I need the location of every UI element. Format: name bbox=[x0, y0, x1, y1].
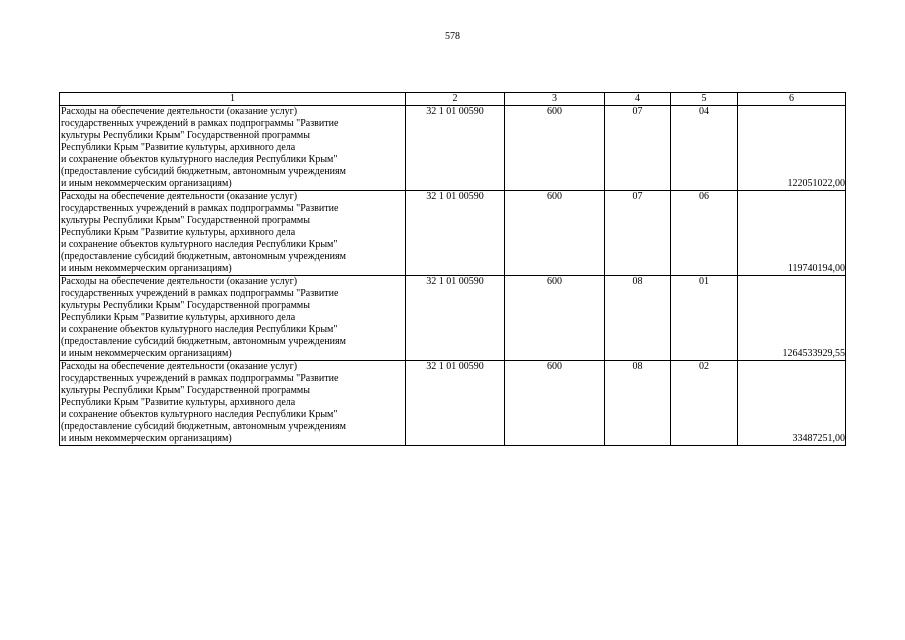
description-line: и иным некоммерческим организациям) bbox=[61, 178, 232, 189]
header-col-1: 1 bbox=[60, 93, 406, 106]
header-row bbox=[60, 93, 846, 106]
row-amount: 122051022,00 bbox=[738, 106, 846, 191]
description-line: Республики Крым "Развитие культуры, архивного дела bbox=[61, 142, 296, 153]
row-subsection: 01 bbox=[671, 276, 738, 361]
description-line: культуры Республики Крым" Государственной программы bbox=[61, 300, 310, 311]
description-line: культуры Республики Крым" Государственной программы bbox=[61, 215, 310, 226]
header-col-5: 5 bbox=[671, 93, 738, 106]
budget-table bbox=[59, 92, 846, 446]
description-line: и сохранение объектов культурного наследия Республики Крым" bbox=[61, 239, 338, 250]
description-line: и иным некоммерческим организациям) bbox=[61, 348, 232, 359]
row-expense-type: 600 bbox=[505, 361, 605, 446]
row-target-code: 32 1 01 00590 bbox=[406, 106, 505, 191]
row-target-code: 32 1 01 00590 bbox=[406, 191, 505, 276]
row-description bbox=[60, 276, 406, 361]
table-header bbox=[60, 93, 846, 106]
page-number: 578 bbox=[445, 31, 460, 42]
row-section: 08 bbox=[605, 361, 671, 446]
description-line: государственных учреждений в рамках подпрограммы "Развитие bbox=[61, 203, 339, 214]
description-line: Расходы на обеспечение деятельности (оказание услуг) bbox=[61, 276, 298, 287]
description-line: Республики Крым "Развитие культуры, архивного дела bbox=[61, 312, 296, 323]
row-amount: 1264533929,55 bbox=[738, 276, 846, 361]
row-target-code: 32 1 01 00590 bbox=[406, 276, 505, 361]
header-col-4: 4 bbox=[605, 93, 671, 106]
row-expense-type: 600 bbox=[505, 191, 605, 276]
description-line: государственных учреждений в рамках подпрограммы "Развитие bbox=[61, 288, 339, 299]
description-line: и сохранение объектов культурного наследия Республики Крым" bbox=[61, 409, 338, 420]
row-section: 07 bbox=[605, 106, 671, 191]
row-description bbox=[60, 191, 406, 276]
description-line: Республики Крым "Развитие культуры, архивного дела bbox=[61, 227, 296, 238]
description-line: (предоставление субсидий бюджетным, автономным учреждениям bbox=[61, 421, 346, 432]
description-line: (предоставление субсидий бюджетным, автономным учреждениям bbox=[61, 251, 346, 262]
row-expense-type: 600 bbox=[505, 276, 605, 361]
row-subsection: 04 bbox=[671, 106, 738, 191]
row-description bbox=[60, 361, 406, 446]
description-line: Республики Крым "Развитие культуры, архивного дела bbox=[61, 397, 296, 408]
table-row bbox=[60, 106, 846, 191]
row-target-code: 32 1 01 00590 bbox=[406, 361, 505, 446]
description-line: и сохранение объектов культурного наследия Республики Крым" bbox=[61, 324, 338, 335]
description-line: (предоставление субсидий бюджетным, автономным учреждениям bbox=[61, 336, 346, 347]
description-line: Расходы на обеспечение деятельности (оказание услуг) bbox=[61, 191, 298, 202]
table-row bbox=[60, 276, 846, 361]
table-row bbox=[60, 191, 846, 276]
header-col-3: 3 bbox=[505, 93, 605, 106]
description-line: Расходы на обеспечение деятельности (оказание услуг) bbox=[61, 106, 298, 117]
row-amount: 33487251,00 bbox=[738, 361, 846, 446]
table-row bbox=[60, 361, 846, 446]
description-line: государственных учреждений в рамках подпрограммы "Развитие bbox=[61, 118, 339, 129]
row-subsection: 02 bbox=[671, 361, 738, 446]
row-section: 08 bbox=[605, 276, 671, 361]
description-line: и сохранение объектов культурного наследия Республики Крым" bbox=[61, 154, 338, 165]
table-body bbox=[60, 106, 846, 446]
description-line: и иным некоммерческим организациям) bbox=[61, 263, 232, 274]
row-amount: 119740194,00 bbox=[738, 191, 846, 276]
description-line: культуры Республики Крым" Государственной программы bbox=[61, 385, 310, 396]
row-description bbox=[60, 106, 406, 191]
description-line: культуры Республики Крым" Государственной программы bbox=[61, 130, 310, 141]
row-expense-type: 600 bbox=[505, 106, 605, 191]
header-col-2: 2 bbox=[406, 93, 505, 106]
row-section: 07 bbox=[605, 191, 671, 276]
description-line: и иным некоммерческим организациям) bbox=[61, 433, 232, 444]
description-line: (предоставление субсидий бюджетным, автономным учреждениям bbox=[61, 166, 346, 177]
header-col-6: 6 bbox=[738, 93, 846, 106]
description-line: государственных учреждений в рамках подпрограммы "Развитие bbox=[61, 373, 339, 384]
row-subsection: 06 bbox=[671, 191, 738, 276]
description-line: Расходы на обеспечение деятельности (оказание услуг) bbox=[61, 361, 298, 372]
